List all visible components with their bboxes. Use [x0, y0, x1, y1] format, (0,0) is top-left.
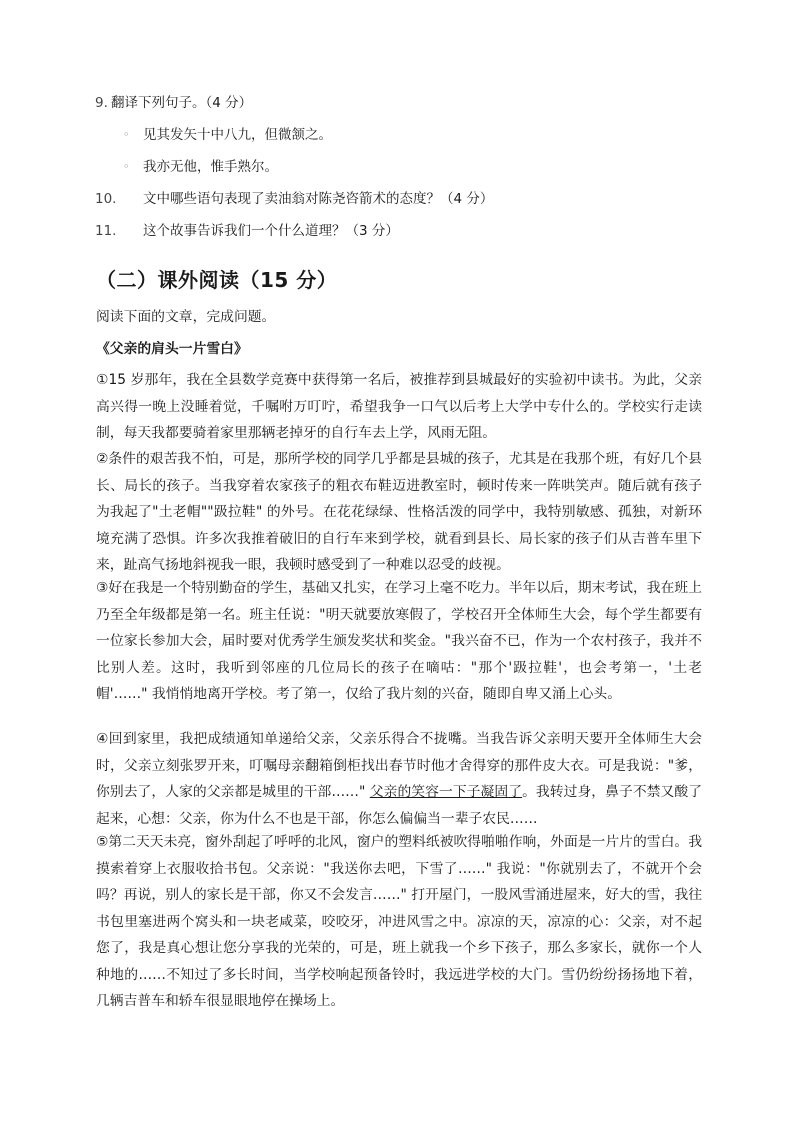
article-title: 《父亲的肩头一片雪白》 — [96, 341, 248, 357]
paragraph-5: ⑤第二天天未亮，窗外刮起了呼呼的北风，窗户的塑料纸被吹得啪啪作响，外面是一片片的雪白。我摸索着穿上衣服收拾书包。父亲说："我送你去吧，下雪了……" 我说："你就别去了，不就开个会吗？再说，别人的家长是干部，你又不会发言……" 打开屋门，一股风雪涌进屋来，好大的雪，我往书包里塞进两个窝头和一块老咸菜，咬咬牙，冲进风雪之中。凉凉的天，凉凉的心：父亲，对不起您了，我是真心想让您分享我的光荣的，可是，班上就我一个乡下孩子，那么多家长，就你一个人种地的……不知过了多长时间，当学校响起预备铃时，我远进学校的大门。雪仍纷纷扬扬地下着，几辆吉普车和轿车很显眼地停在操场上。 — [96, 834, 702, 1009]
paragraph-text: 。我转过身，鼻子不禁又酸了起来，心想：父亲，你为什么不也是干部，你怎么偏偏当一辈子农民…… — [96, 784, 703, 827]
circle-bullet-icon: ◦ — [123, 160, 130, 173]
question-number: 11. — [95, 223, 117, 239]
question-11 — [95, 220, 705, 252]
reading-instruction: 阅读下面的文章，完成问题。 — [96, 309, 276, 325]
paragraph-1: ①15 岁那年，我在全县数学竞赛中获得第一名后，被推荐到县城最好的实验初中读书。为此，父亲高兴得一晚上没睡着觉，千嘱咐万叮咛，希望我争一口气以后考上大学中专什么的。学校实行走读制，每天我都要骑着家里那辆老掉牙的自行车去上学，风雨无阻。 — [96, 372, 702, 441]
question-list — [95, 92, 705, 252]
question-9-item-1 — [95, 124, 705, 156]
question-text: 这个故事告诉我们一个什么道理？（3 分） — [143, 223, 399, 239]
underlined-sentence: 父亲的笑容一下子凝固了 — [369, 784, 523, 800]
question-10 — [95, 188, 705, 220]
question-text: 翻译下列句子。（4 分） — [111, 95, 253, 111]
question-9 — [95, 92, 705, 124]
paragraph-3: ③好在我是一个特别勤奋的学生，基础又扎实，在学习上毫不吃力。半年以后，期末考试，我在班上乃至全年级都是第一名。班主任说："明天就要放寒假了，学校召开全体师生大会，每个学生都要有一位家长参加大会，届时要对优秀学生颁发奖状和奖金。"我兴奋不已，作为一个农村孩子，我并不比别人差。这时，我听到邻座的几位局长的孩子在嘀咕："那个'趿拉鞋'，也会考第一，'土老帽'……" 我悄悄地离开学校。考了第一，仅给了我片刻的兴奋，随即自卑又涌上心头。 — [96, 580, 702, 702]
section-heading: （二）课外阅读（15 分） — [96, 268, 338, 292]
question-text: 文中哪些语句表现了卖油翁对陈尧咨箭术的态度？（4 分） — [143, 191, 494, 207]
question-9-item-2 — [95, 156, 705, 188]
sentence-text: 见其发矢十中八九，但微颔之。 — [143, 127, 332, 143]
question-number: 10. — [95, 191, 117, 207]
paragraph-2: ②条件的艰苦我不怕，可是，那所学校的同学几乎都是县城的孩子，尤其是在我那个班，有好几个县长、局长的孩子。当我穿着农家孩子的粗衣布鞋迈进教室时，顿时传来一阵哄笑声。随后就有孩子为我起了"土老帽""趿拉鞋" 的外号。在花花绿绿、性格活泼的同学中，我特别敏感、孤独，对新环境充满了恐惧。许多次我推着破旧的自行车来到学校，就看到县长、局长家的孩子们从吉普车里下来，趾高气扬地斜视我一眼，我顿时感受到了一种难以忍受的歧视。 — [96, 451, 702, 573]
paragraph-text: ④回到家里，我把成绩通知单递给父亲，父亲乐得合不拢嘴。当我告诉父亲明天要开全体师生大会时，父亲立刻张罗开来，叮嘱母亲翻箱倒柜找出春节时他才舍得穿的那件皮大衣。可是我说："爹，你别去了，人家的父亲都是城里的干部……" — [96, 731, 702, 800]
circle-bullet-icon: ◦ — [123, 128, 130, 141]
question-number: 9. — [95, 95, 108, 111]
paragraph-4 — [96, 726, 702, 832]
sentence-text: 我亦无他，惟手熟尔。 — [143, 159, 278, 175]
